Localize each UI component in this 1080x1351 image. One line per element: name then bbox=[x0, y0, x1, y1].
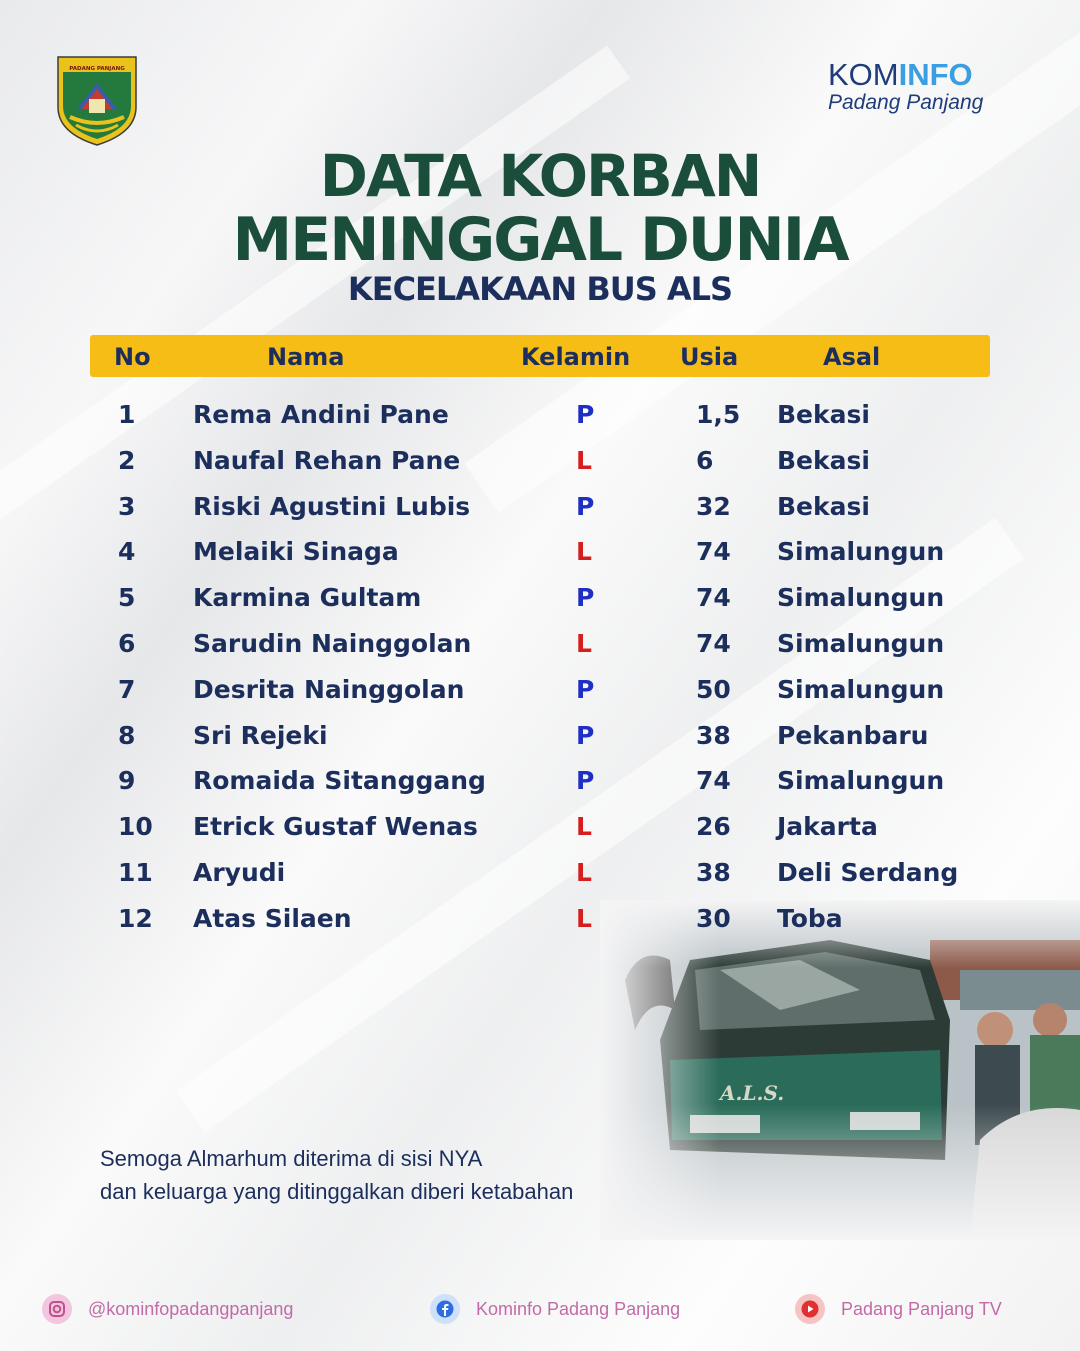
cell-kelamin: L bbox=[576, 446, 592, 475]
cell-nama: Etrick Gustaf Wenas bbox=[193, 812, 478, 841]
bus-accident-photo bbox=[600, 900, 1080, 1240]
cell-no: 8 bbox=[118, 721, 136, 750]
facebook-page[interactable]: Kominfo Padang Panjang bbox=[476, 1298, 681, 1319]
cell-kelamin: L bbox=[576, 858, 592, 887]
cell-usia: 26 bbox=[696, 812, 731, 841]
cell-asal: Simalungun bbox=[777, 766, 945, 795]
header-nama: Nama bbox=[267, 343, 345, 371]
condolence-line-1: Semoga Almarhum diterima di sisi NYA bbox=[100, 1146, 483, 1171]
cell-asal: Simalungun bbox=[777, 537, 945, 566]
cell-no: 1 bbox=[118, 400, 136, 429]
table-header bbox=[90, 335, 990, 377]
cell-usia: 74 bbox=[696, 766, 731, 795]
cell-usia: 38 bbox=[696, 858, 731, 887]
instagram-icon bbox=[42, 1294, 72, 1324]
cell-no: 7 bbox=[118, 675, 136, 704]
cell-usia: 32 bbox=[696, 492, 731, 521]
cell-usia: 38 bbox=[696, 721, 731, 750]
cell-nama: Aryudi bbox=[193, 858, 286, 887]
cell-no: 10 bbox=[118, 812, 153, 841]
cell-usia: 1,5 bbox=[696, 400, 741, 429]
emblem-text: PADANG PANJANG bbox=[69, 66, 125, 72]
cell-nama: Romaida Sitanggang bbox=[193, 766, 486, 795]
cell-kelamin: L bbox=[576, 812, 592, 841]
cell-asal: Pekanbaru bbox=[777, 721, 929, 750]
cell-nama: Karmina Gultam bbox=[193, 583, 422, 612]
cell-asal: Simalungun bbox=[777, 675, 945, 704]
kominfo-logo bbox=[828, 58, 1028, 114]
cell-no: 2 bbox=[118, 446, 136, 475]
header-kelamin: Kelamin bbox=[521, 343, 631, 371]
cell-usia: 50 bbox=[696, 675, 731, 704]
cell-usia: 74 bbox=[696, 629, 731, 658]
cell-nama: Sarudin Nainggolan bbox=[193, 629, 472, 658]
cell-nama: Rema Andini Pane bbox=[193, 400, 449, 429]
title-line-3: KECELAKAAN BUS ALS bbox=[347, 270, 733, 308]
cell-nama: Desrita Nainggolan bbox=[193, 675, 465, 704]
cell-kelamin: P bbox=[576, 766, 595, 795]
cell-asal: Simalungun bbox=[777, 583, 945, 612]
cell-nama: Naufal Rehan Pane bbox=[193, 446, 461, 475]
cell-nama: Sri Rejeki bbox=[193, 721, 328, 750]
header-no: No bbox=[114, 343, 151, 371]
cell-kelamin: L bbox=[576, 904, 592, 933]
title-line-1: DATA KORBAN bbox=[319, 142, 761, 210]
cell-asal: Toba bbox=[777, 904, 843, 933]
header-usia: Usia bbox=[680, 343, 739, 371]
youtube-icon bbox=[795, 1294, 825, 1324]
city-emblem-icon bbox=[56, 55, 138, 147]
cell-kelamin: P bbox=[576, 492, 595, 521]
kominfo-prefix: KOM bbox=[828, 57, 899, 92]
kominfo-subtitle: Padang Panjang bbox=[828, 91, 984, 114]
facebook-icon bbox=[430, 1294, 460, 1324]
cell-asal: Jakarta bbox=[777, 812, 878, 841]
cell-no: 6 bbox=[118, 629, 136, 658]
cell-nama: Riski Agustini Lubis bbox=[193, 492, 471, 521]
title-line-2: MENINGGAL DUNIA bbox=[232, 205, 848, 275]
cell-kelamin: P bbox=[576, 583, 595, 612]
cell-no: 12 bbox=[118, 904, 153, 933]
cell-no: 9 bbox=[118, 766, 136, 795]
kominfo-wordmark bbox=[828, 58, 1028, 92]
cell-no: 5 bbox=[118, 583, 136, 612]
cell-nama: Atas Silaen bbox=[193, 904, 352, 933]
instagram-handle[interactable]: @kominfopadangpanjang bbox=[88, 1298, 294, 1319]
condolence-line-2: dan keluarga yang ditinggalkan diberi ketabahan bbox=[100, 1179, 574, 1204]
cell-no: 3 bbox=[118, 492, 136, 521]
cell-usia: 74 bbox=[696, 537, 731, 566]
youtube-channel[interactable]: Padang Panjang TV bbox=[841, 1298, 1002, 1319]
cell-asal: Bekasi bbox=[777, 446, 870, 475]
kominfo-accent: INFO bbox=[898, 57, 973, 92]
cell-usia: 30 bbox=[696, 904, 731, 933]
cell-kelamin: L bbox=[576, 537, 592, 566]
cell-asal: Simalungun bbox=[777, 629, 945, 658]
header-asal: Asal bbox=[823, 343, 881, 371]
footer-facebook[interactable] bbox=[430, 1293, 680, 1325]
footer-instagram[interactable] bbox=[42, 1293, 293, 1325]
cell-asal: Bekasi bbox=[777, 492, 870, 521]
cell-kelamin: L bbox=[576, 629, 592, 658]
cell-no: 4 bbox=[118, 537, 136, 566]
cell-kelamin: P bbox=[576, 721, 595, 750]
cell-usia: 6 bbox=[696, 446, 714, 475]
cell-kelamin: P bbox=[576, 400, 595, 429]
cell-usia: 74 bbox=[696, 583, 731, 612]
cell-asal: Bekasi bbox=[777, 400, 870, 429]
cell-kelamin: P bbox=[576, 675, 595, 704]
footer-youtube[interactable] bbox=[795, 1293, 1002, 1325]
cell-asal: Deli Serdang bbox=[777, 858, 959, 887]
cell-nama: Melaiki Sinaga bbox=[193, 537, 399, 566]
cell-no: 11 bbox=[118, 858, 153, 887]
